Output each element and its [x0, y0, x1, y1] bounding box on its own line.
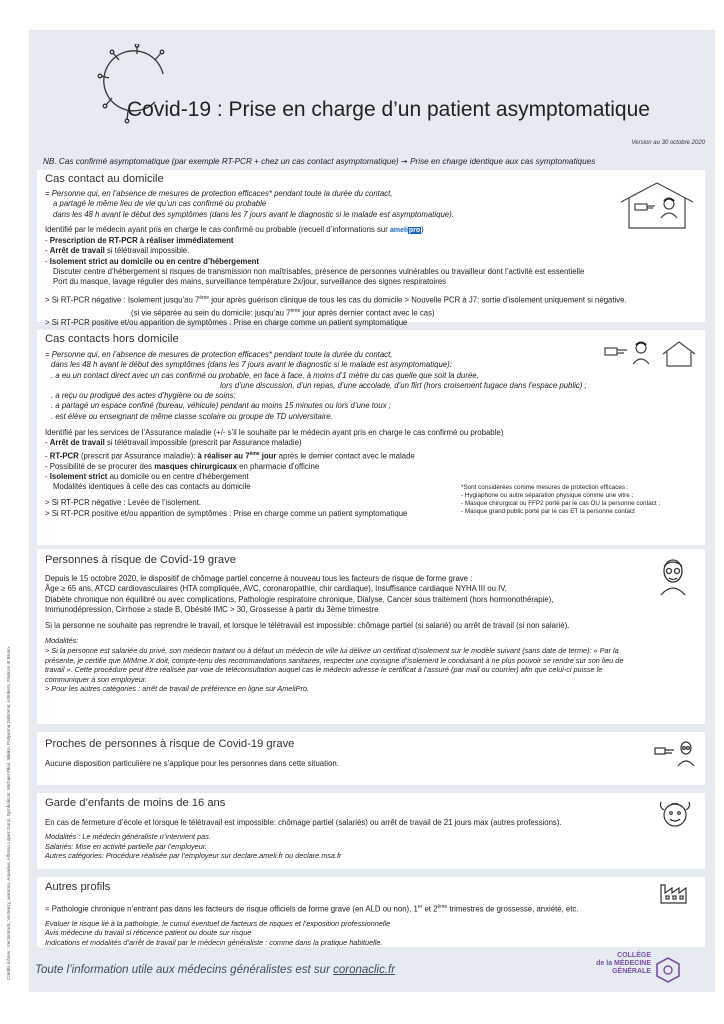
- modalities-line: travail ». Cette procédure peut être réalisée par voie de téléconsultation auquel cas le médecin adresse le certificat à l’assuré (par mail ou courrier) afin que celui-ci puisse le: [45, 665, 603, 675]
- bullet: - Possibilité de se procurer des masques chirurgicaux en pharmacie d’officine: [45, 461, 320, 471]
- identification-line: [45, 225, 697, 236]
- definition-line: . a eu un contact direct avec un cas confirmé ou probable, en face à face, à moins d’1 mètre du cas quelle que soit la durée,: [51, 370, 479, 380]
- bullet: - Arrêt de travail si télétravail impossible (prescrit par Assurance maladie): [45, 438, 302, 448]
- bullet: - Prescription de RT-PCR à réaliser immédiatement: [45, 236, 234, 246]
- note-line: - Masque grand public porté par le cas ET la personne contact: [461, 508, 635, 515]
- protection-note: [461, 484, 660, 516]
- bullet-text: après le dernier contact avec le malade: [276, 451, 415, 461]
- nb-note: [43, 156, 703, 166]
- bullet-bold: Isolement strict au domicile ou en centre d’hébergement: [49, 256, 260, 266]
- note-line: *Sont considérées comme mesures de protection efficaces :: [461, 484, 629, 491]
- icon-credits: Crédits icônes : Vectorstock, Vecteezy, wanicon, Aquarius, Alfonso López Gonz, Symbolicon, Michael Pikul, Mikiko, Pollyanna Dobromir, Artinkers, Flaticon et Bruno.: [6, 645, 11, 980]
- nb-rest: Prise en charge identique aux cas symptomatiques: [410, 157, 596, 166]
- bullet-text: si télétravail impossible.: [104, 246, 190, 256]
- logo-text: [585, 952, 651, 977]
- childcare-note: Autres catégories: Procédure réalisée par l’employeur sur declare.ameli.fr ou declare.msa.fr: [45, 851, 342, 861]
- risk-line: Depuis le 15 octobre 2020, le dispositif de chômage partiel concerne à nouveau tous les facteurs de risque de forme grave :: [45, 574, 473, 583]
- section-title: Personnes à risque de Covid-19 grave: [45, 554, 236, 566]
- arrow-icon: ➞: [400, 157, 408, 166]
- superscript: ème: [199, 294, 210, 301]
- definition-line: = Personne qui, en l’absence de mesures de protection efficaces* pendant toute la durée du contact,: [45, 350, 393, 359]
- definition-line: dans les 48 h avant le début des symptômes (dans les 7 jours avant le diagnostic si le malade est asymptomatique):: [51, 360, 452, 370]
- amelipro-ameli: ameli: [389, 226, 408, 234]
- relative-pointing-icon: [653, 738, 697, 768]
- detail-line: Discuter centre d’hébergement si risques de transmission non maîtrisables, présence de personnes vulnérables ou travailleur dont l’activité est essentielle: [53, 267, 585, 277]
- profile-note: Indications et modalités d’arrêt de travail par le médecin généraliste : comme dans la pratique habituelle.: [45, 938, 383, 948]
- house-contact-icon: [617, 180, 697, 230]
- bullet-bold: masques chirurgicaux: [154, 461, 237, 471]
- bullet-bold: Arrêt de travail: [49, 246, 105, 256]
- identification-text: Identifié par le médecin ayant pris en charge le cas confirmé ou probable (recueil d’informations sur: [45, 224, 388, 234]
- bullet-bold: RT-PCR: [49, 451, 79, 461]
- childcare-note: Modalités : Le médecin généraliste n’intervient pas.: [45, 832, 211, 842]
- section-title: Cas contact au domicile: [45, 173, 164, 185]
- definition-line: . a partagé un espace confiné (bureau, véhicule) pendant au moins 15 minutes ou lors d’une toux ;: [51, 401, 391, 411]
- pcr-neg-text: (si vie séparée au sein du domicile: jusqu’au 7: [131, 308, 291, 318]
- section-title: Garde d’enfants de moins de 16 ans: [45, 797, 226, 809]
- modalities-line: > Pour les autres catégories : arrêt de travail de préférence en ligne sur AmeliPro.: [45, 684, 309, 694]
- profile-text: et 2: [422, 904, 438, 914]
- bullet-bold: Prescription de RT-PCR à réaliser immédiatement: [49, 236, 234, 246]
- section-title: Proches de personnes à risque de Covid-19 grave: [45, 738, 295, 750]
- definition-line: a partagé le même lieu de vie qu’un cas confirmé ou probable: [53, 199, 267, 209]
- bullet-bold: Isolement strict: [49, 471, 108, 481]
- bullet-bold: jour: [259, 451, 277, 461]
- bullet: - Arrêt de travail si télétravail impossible.: [45, 246, 190, 256]
- definition-line: lors d’une discussion, d’un repas, d’une accolade, d’un flirt (hors croisement fugace dans l’espace public) ;: [220, 380, 587, 390]
- bullet-text: (prescrit par Assurance maladie):: [78, 451, 198, 461]
- page-title: Covid-19 : Prise en charge d’un patient asymptomatique: [127, 98, 650, 121]
- pcr-negative-line-2: [45, 306, 697, 319]
- contact-outside-icon: [603, 336, 699, 372]
- bullet: - Isolement strict au domicile ou en centre d’hébergement: [45, 471, 249, 481]
- profile-note: Avis médecine du travail si réticence patient ou doute sur risque: [45, 928, 252, 938]
- amelipro-pro: pro: [408, 226, 421, 234]
- bullet-bold: Arrêt de travail: [49, 438, 105, 448]
- superscript: ème: [249, 450, 260, 457]
- definition-line: . a reçu ou prodigué des actes d’hygiène ou de soins;: [51, 391, 236, 401]
- section-title: Cas contacts hors domicile: [45, 333, 179, 345]
- bullet: - RT-PCR (prescrit par Assurance maladie): à réaliser au 7ème jour après le dernier contact avec le malade: [45, 450, 415, 461]
- child-icon: [657, 797, 693, 833]
- modalities-line: présente, je certifie que M/Mme X doit, compte-tenu des recommandations sanitaires, respecter une consigne d’isolement le conduisant à ne plus pouvoir se rendre sur son lieu de: [45, 655, 624, 665]
- profile-text: trimestres de grossesse, anxiété, etc.: [447, 904, 579, 914]
- definition-line: = Personne qui, en l’absence de mesures de protection efficaces* pendant toute la durée du contact,: [45, 189, 393, 198]
- pcr-neg-text: jour après dernier contact avec le cas): [300, 308, 435, 318]
- pcr-neg-text: jour après guérison clinique de tous les cas du domicile > Nouvelle PCR à J7: sortie d’isolement uniquement si négative.: [209, 295, 627, 305]
- logo-line: COLLÈGE: [617, 952, 651, 959]
- risk-line: Âge ≥ 65 ans, ATCD cardiovasculaires (HTA compliquée, AVC, coronaropathie, chir cardiaque), Insuffisance cardiaque NYHA III ou IV,: [45, 584, 507, 594]
- section-title: Autres profils: [45, 881, 111, 893]
- version-date: Version au 30 octobre 2020: [631, 140, 705, 146]
- coronaclic-link[interactable]: coronaclic.fr: [333, 964, 396, 976]
- section-contact-domicile: [37, 170, 705, 328]
- bullet-bold: à réaliser au 7: [197, 451, 250, 461]
- risk-line: Immunodépression, Cirrhose ≥ stade B, Obésité IMC > 30, Grossesse à partir du 3ème trimestre: [45, 604, 379, 614]
- superscript: ème: [437, 904, 448, 910]
- profile-note: Evaluer le risque lié à la pathologie, le cumul éventuel de facteurs de risques et l’exposition professionnelle: [45, 918, 391, 928]
- identification-line: Identifié par les services de l’Assurance maladie (+/- s’il le souhaite par le médecin ayant pris en charge le cas confirmé ou probable): [45, 428, 504, 438]
- childcare-note: Salariés: Mise en activité partielle par l’employeur.: [45, 841, 207, 851]
- logo-line: GÉNÉRALE: [612, 968, 651, 976]
- section-risk-persons: [37, 549, 705, 724]
- poster: [29, 30, 715, 992]
- bullet-text: si télétravail impossible (prescrit par Assurance maladie): [104, 438, 302, 448]
- superscript: ème: [290, 307, 301, 314]
- hexagon-logo-icon: [655, 956, 681, 984]
- pcr-positive-line: > Si RT-PCR positive et/ou apparition de symptômes : Prise en charge comme un patient symptomatique: [45, 508, 408, 518]
- childcare-text: En cas de fermeture d’école et lorsque le télétravail est impossible: chômage partiel (salariés) ou arrêt de travail de 21 jours max (autres professions).: [45, 818, 562, 827]
- modalities-line: > Si la personne est salariée du privé, son médecin traitant ou à défaut un médecin de ville lui délivre un certificat d’isolement sur le modèle suivant (sans date de terme): « Par la: [45, 646, 619, 656]
- bullet-text: au domicile ou en centre d’hébergement: [107, 471, 249, 481]
- modalities-title: Modalités:: [45, 636, 79, 646]
- superscript: er: [417, 904, 423, 910]
- cmg-logo: [585, 952, 695, 988]
- bullet: - Isolement strict au domicile ou en centre d’hébergement: [45, 256, 260, 266]
- section-relatives: [37, 732, 705, 785]
- work-line: Si la personne ne souhaite pas reprendre le travail, et lorsque le télétravail est impossible: chômage partiel (si salarié) ou arrêt de travail (si non salarié).: [45, 621, 570, 631]
- other-profiles-text: [45, 902, 697, 915]
- factory-icon: [659, 881, 691, 905]
- header: [29, 30, 715, 130]
- modalities-line: communiquer à son employeur.: [45, 674, 147, 684]
- elderly-person-icon: [655, 557, 691, 597]
- pcr-neg-text: > Si RT-PCR négative : Isolement jusqu’au 7: [45, 295, 200, 305]
- pcr-negative-line: > Si RT-PCR négative : Levée de l’isolement.: [45, 498, 202, 508]
- profile-text: = Pathologie chronique n’entrant pas dans les facteurs de risque officiels de forme grave (en ALD ou non), 1: [45, 904, 418, 914]
- section-other-profiles: [37, 877, 705, 947]
- note-line: - Masque chirurgical ou FFP2 porté par le cas OU la personne contact ;: [461, 500, 661, 507]
- risk-line: Diabète chronique non équilibré ou avec complications, Pathologie respiratoire chronique, Dialyse, Cancer sous traitement (hors hormonothérapie),: [45, 594, 554, 604]
- nb-text: NB. Cas confirmé asymptomatique (par exemple RT-PCR + chez un cas contact asymptomatique): [43, 157, 399, 166]
- pcr-positive-line: > Si RT-PCR positive et/ou apparition de symptômes : Prise en charge comme un patient symptomatique: [45, 318, 408, 328]
- pcr-negative-line: [45, 293, 697, 306]
- section-contact-hors-domicile: [37, 330, 705, 545]
- relatives-text: Aucune disposition particulière ne s’applique pour les personnes dans cette situation.: [45, 759, 339, 768]
- amelipro-logo: [390, 227, 421, 234]
- note-line: - Hygiaphone ou autre séparation physique comme une vitre ;: [461, 492, 634, 499]
- modalities-line: Modalités identiques à celle des cas contacts au domicile: [53, 482, 251, 492]
- bullet-text: Possibilité de se procurer des: [49, 461, 155, 471]
- definition-line: dans les 48 h avant le début des symptômes (dans les 7 jours avant le diagnostic si le malade est asymptomatique).: [53, 209, 454, 219]
- footer: [35, 964, 395, 976]
- identification-end: ): [421, 224, 424, 234]
- detail-line: Port du masque, lavage régulier des mains, surveillance température 2x/jour, surveillance des signes respiratoires: [53, 277, 447, 287]
- section-childcare: [37, 793, 705, 869]
- bullet-text: en pharmacie d’officine: [237, 461, 320, 471]
- definition-line: . est élève ou enseignant de même classe scolaire ou groupe de TD universitaire.: [51, 411, 333, 421]
- logo-line: de la MÉDECINE: [596, 960, 651, 968]
- footer-text: Toute l’information utile aux médecins généralistes est sur: [35, 964, 334, 976]
